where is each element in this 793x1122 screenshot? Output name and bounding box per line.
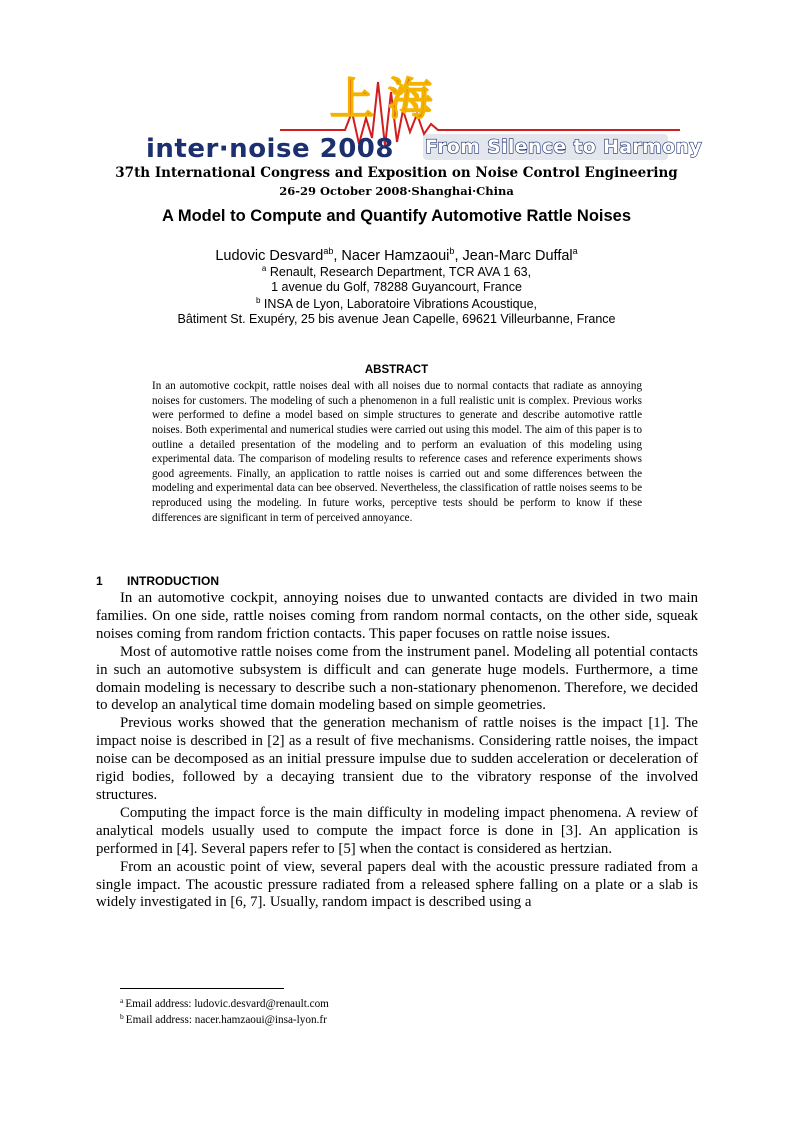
conference-date: 26-29 October 2008·Shanghai·China: [279, 184, 514, 198]
author-list: [0, 246, 793, 264]
footnote: [120, 996, 329, 1010]
affiliation-line: [0, 280, 793, 294]
paper-title: A Model to Compute and Quantify Automotive Rattle Noises: [161, 207, 632, 225]
slogan-text: From Silence to Harmony: [425, 136, 702, 158]
footnote: [120, 1012, 327, 1026]
section-heading: [96, 574, 219, 588]
affiliation-mark: b: [255, 296, 261, 305]
author-separator: ,: [333, 248, 342, 264]
author-affil-mark: a: [572, 246, 578, 256]
footnote-text: Email address: ludovic.desvard@renault.com: [125, 998, 329, 1010]
author-name: Nacer Hamzaoui: [341, 248, 450, 264]
author-name: Ludovic Desvard: [215, 248, 324, 264]
conference-banner: [140, 62, 702, 172]
affiliation-line: [0, 264, 793, 279]
body-paragraph: Computing the impact force is the main difficulty in modeling impact phenomena. A review of analytical models usually used to compute the impact force is done in [3]. An application is performed in [4]. Several papers refer to [5] when the contact is considered as hertzian.: [96, 804, 698, 857]
affiliation-text: INSA de Lyon, Laboratoire Vibrations Acoustique,: [263, 297, 538, 311]
section-number: 1: [96, 574, 103, 588]
affiliation-line: [0, 296, 793, 311]
body-paragraph: Most of automotive rattle noises come from the instrument panel. Modeling all potential contacts in such an automotive subsystem is difficult and can generate huge models. Furthermore, a time domain modeling is necessary to describe such a non-stationary phenomenon. Therefore, we decided to develop an analytical time domain modeling based on simple geometries.: [96, 643, 698, 714]
introduction-body: [96, 590, 698, 912]
abstract-heading: ABSTRACT: [364, 364, 429, 376]
affiliation-line: [0, 312, 793, 326]
conference-title: 37th International Congress and Exposition on Noise Control Engineering: [115, 165, 678, 181]
section-title: INTRODUCTION: [127, 574, 219, 588]
body-paragraph: Previous works showed that the generation mechanism of rattle noises is the impact [1]. The impact noise is described in [2] as a result of five mechanisms. Considering rattle noises, the impact noise can be decomposed as an initial pressure impulse due to sudden acceleration or deceleration of rigid bodies, followed by a decaying transient due to the vibratory response of the involved structures.: [96, 715, 698, 803]
affiliation-mark: a: [261, 264, 267, 273]
abstract-text: In an automotive cockpit, rattle noises deal with all noises due to normal contacts that radiate as annoying noises for customers. The modeling of such a phenomenon in a full realistic unit is complex. Previous works were performed to define a model based on simple structures to generate and describe automotive rattle noises. Both experimental and numerical studies were carried out using this model. The aim of this paper is to outline a detailed presentation of the modeling and to perform an evaluation of this modeling using experimental data. The comparison of modeling results to reference cases and reference experiments shows good agreements. Finally, an application to rattle noises is carried out and some differences between the modeling and experimental data can bee observed. Nevertheless, the classification of rattle noises seems to be reproduced using the modeling. In future works, perceptive tests should be perform to know if these differences are significant in term of perceived annoyance.: [152, 380, 642, 524]
affiliation-text: 1 avenue du Golf, 78288 Guyancourt, France: [271, 280, 522, 294]
footnote-mark: a: [120, 996, 124, 1005]
footnote-mark: b: [120, 1012, 124, 1021]
author-affil-mark: ab: [323, 246, 334, 256]
author-separator: ,: [454, 248, 463, 264]
affiliation-text: Bâtiment St. Exupéry, 25 bis avenue Jean Capelle, 69621 Villeurbanne, France: [177, 312, 616, 326]
footnote-text: Email address: nacer.hamzaoui@insa-lyon.fr: [125, 1014, 327, 1026]
author-affil-mark: b: [449, 246, 455, 256]
shanghai-characters: 上海: [330, 74, 446, 125]
author-name: Jean-Marc Duffal: [462, 248, 573, 264]
internoise-logo-text: inter·noise 2008: [146, 134, 394, 164]
body-paragraph: From an acoustic point of view, several papers deal with the acoustic pressure radiated from a single impact. The acoustic pressure radiated from a released sphere falling on a plate or a slab is widely investigated in [6, 7]. Usually, random impact is described using a: [96, 858, 698, 911]
body-paragraph: In an automotive cockpit, annoying noises due to unwanted contacts are divided in two main families. On one side, rattle noises coming from random normal contacts, on the other side, squeak noises coming from random friction contacts. This paper focuses on rattle noise issues.: [96, 590, 698, 642]
footnote-rule: [120, 988, 284, 989]
affiliation-text: Renault, Research Department, TCR AVA 1 63,: [269, 265, 532, 279]
